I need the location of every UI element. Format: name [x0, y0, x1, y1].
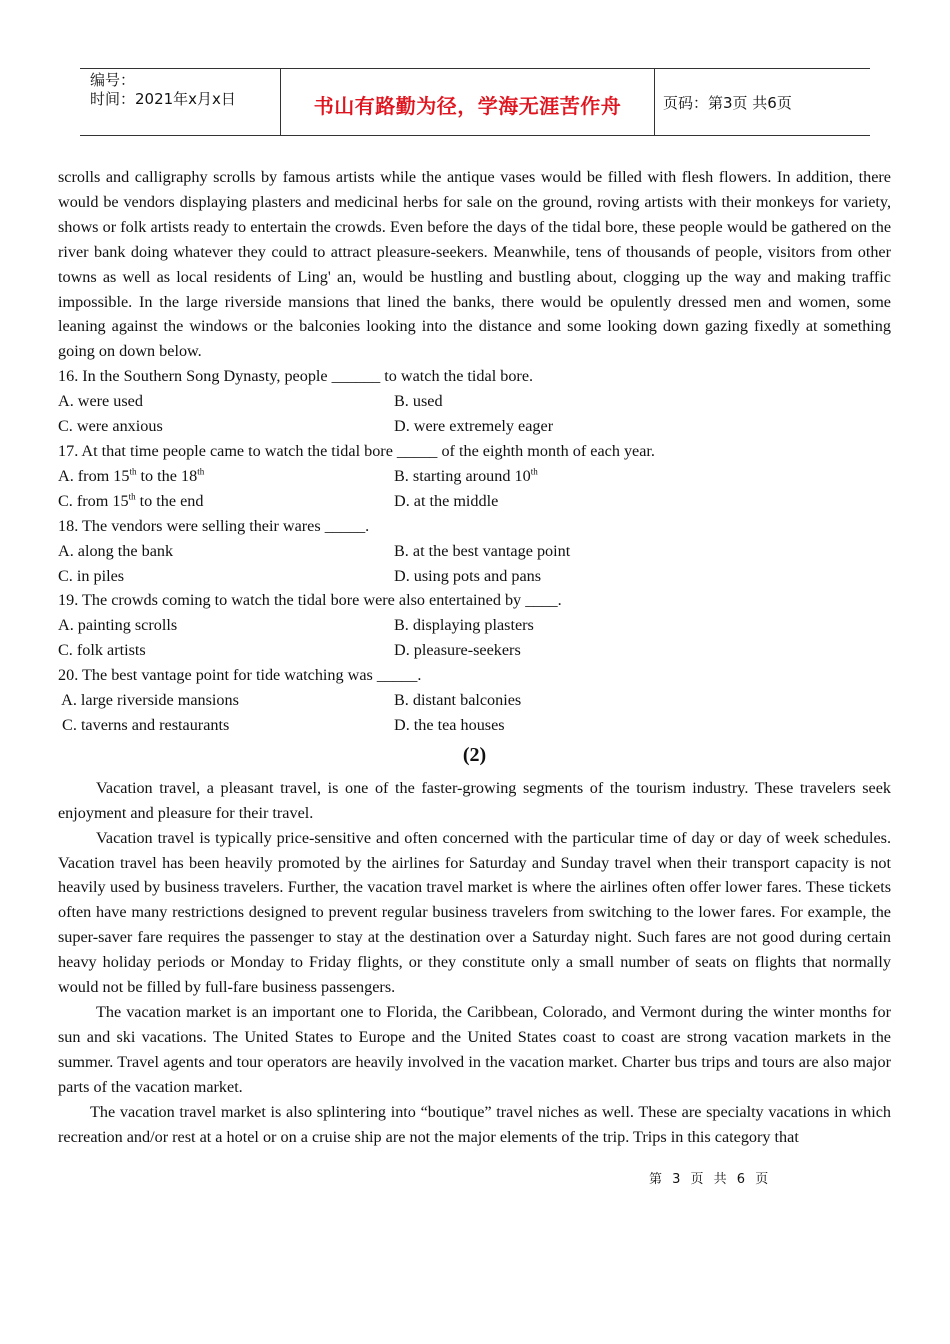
option-d: D. were extremely eager — [394, 417, 554, 436]
passage-2-paragraph: The vacation travel market is also splintering into “boutique” travel niches as well. These are specialty vacations in which recreation and/or rest at a hotel or on a cruise ship are not the major elements of the trip. Trips in this category that — [58, 1102, 891, 1146]
option-b: B. starting around 10th — [394, 466, 538, 485]
question-stem: 17. At that time people came to watch the tidal bore _____ of the eighth month of each year. — [58, 441, 655, 460]
passage-2-paragraph: Vacation travel, a pleasant travel, is one of the faster-growing segments of the tourism industry. These travelers seek enjoyment and pleasure for their travel. — [58, 778, 891, 822]
question-17 — [58, 439, 891, 514]
document-body — [58, 165, 891, 1149]
header-meta — [80, 69, 281, 135]
question-stem: 20. The best vantage point for tide watching was _____. — [58, 666, 422, 685]
option-b: B. at the best vantage point — [394, 541, 571, 560]
option-c: C. folk artists — [58, 641, 146, 660]
option-a: A. along the bank — [58, 541, 174, 560]
option-b: B. distant balconies — [394, 691, 522, 710]
option-c: C. from 15th to the end — [58, 491, 204, 510]
option-b: B. displaying plasters — [394, 616, 534, 635]
header-motto: 书山有路勤为径，学海无涯苦作舟 — [281, 69, 655, 135]
option-d: D. using pots and pans — [394, 566, 542, 585]
option-c: C. were anxious — [58, 417, 163, 436]
question-16 — [58, 364, 891, 439]
passage-2-paragraph: Vacation travel is typically price-sensitive and often concerned with the particular time of day or day of week schedules. Vacation travel has been heavily promoted by the airlines for Saturday and Sunday travel when their transport capacity is not heavily used by business travelers. Further, the vacation travel market is where the airlines often offer lower fares. These tickets often have many restrictions designed to prevent regular business travelers from switching to the lower fares. For example, the super-saver fare requires the passenger to stay at the destination over a Saturday night. Such fares are not good during certain heavy holiday periods or Monday to Friday flights, or they constitute only a small number of seats on flights that normally would not be filled by full-fare business passengers. — [58, 828, 891, 997]
passage-2-paragraph: The vacation market is an important one to Florida, the Caribbean, Colorado, and Vermont during the winter months for sun and ski vacations. The United States to Europe and the United States coast to coast are strong vacation markets in the summer. Travel agents and tour operators are heavily involved in the vacation market. Charter bus trips and tours are also major parts of the vacation market. — [58, 1003, 891, 1096]
option-d: D. pleasure-seekers — [394, 641, 521, 660]
question-18 — [58, 514, 891, 589]
page-footer: 第 3 页 共 6 页 — [649, 1172, 770, 1187]
question-stem: 16. In the Southern Song Dynasty, people ______ to watch the tidal bore. — [58, 367, 534, 386]
option-a: A. from 15th to the 18th — [58, 466, 205, 485]
passage-1-tail: scrolls and calligraphy scrolls by famous artists while the antique vases would be filled with flesh flowers. In addition, there would be vendors displaying plasters and medicinal herbs for sale on the ground, roving artists with their monkeys for variety, shows or folk artists ready to entertain the crowds. Even before the days of the tidal bore, these people would be gathered on the river bank doing whatever they could to attract pleasure-seekers. Meanwhile, tens of thousands of people, visitors from other towns as well as local residents of Ling' an, would be hustling and bustling about, clogging up the way and making traffic impossible. In the large riverside mansions that lined the banks, there would be opulently dressed men and women, some leaning against the windows or the balconies looking into the distance and some looking down gazing fixedly at something going on down below. — [58, 168, 891, 361]
option-a: A. large riverside mansions — [58, 691, 239, 710]
option-c: C. taverns and restaurants — [58, 715, 230, 734]
question-stem: 19. The crowds coming to watch the tidal bore were also entertained by ____. — [58, 591, 562, 610]
option-a: A. were used — [58, 392, 143, 411]
option-c: C. in piles — [58, 566, 125, 585]
question-19 — [58, 588, 891, 663]
question-20 — [58, 663, 891, 738]
option-d: D. at the middle — [394, 491, 499, 510]
option-b: B. used — [394, 392, 443, 411]
number-label: 编号： — [90, 71, 136, 89]
section-title: (2) — [462, 743, 487, 766]
question-stem: 18. The vendors were selling their wares _____. — [58, 516, 370, 535]
page-header — [80, 68, 870, 136]
time-label: 时间：2021年x月x日 — [90, 90, 236, 108]
option-d: D. the tea houses — [394, 715, 505, 734]
option-a: A. painting scrolls — [58, 616, 178, 635]
header-page-label: 页码：第3页 共6页 — [663, 93, 792, 112]
